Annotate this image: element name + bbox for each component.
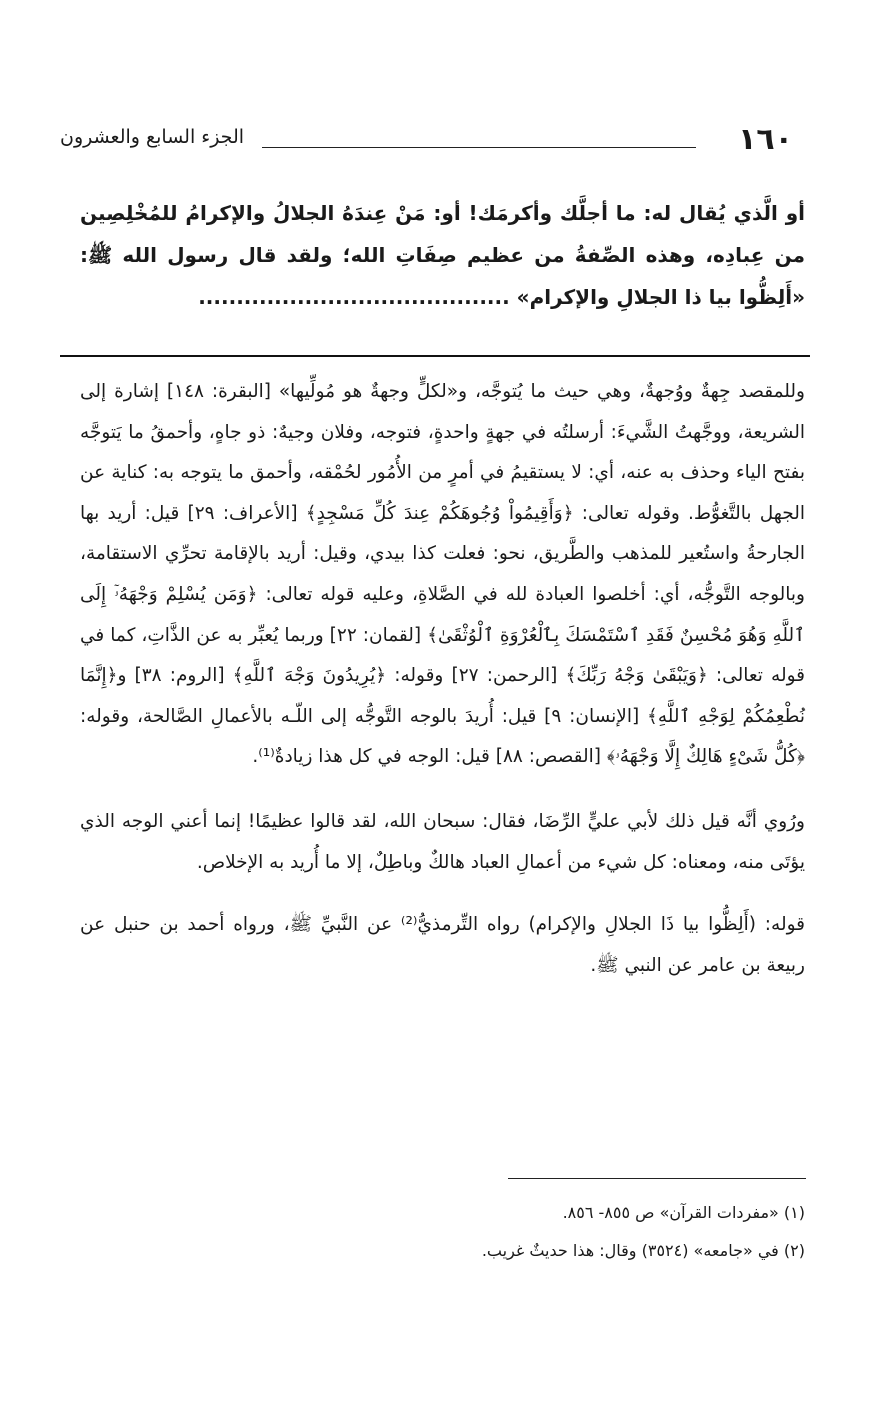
matn-paragraph: أو الَّذي يُقال له: ما أجلَّك وأكرمَك! أو: مَنْ عِندَهُ الجلالُ والإكرامُ للمُخْلِصِين من عِبادِه، وهذه الصِّفةُ من عظيم صِفَاتِ الله؛ ولقد قال رسول الله ﷺ: «أَلِظُّوا بيا ذا الجلالِ والإكرام» ......................................... xyxy=(80,201,805,309)
footnote-divider xyxy=(508,1178,806,1179)
header-rule xyxy=(262,147,696,148)
page-number: ١٦٠ xyxy=(738,122,793,157)
main-divider xyxy=(60,355,810,357)
commentary-paragraph-3: قوله: (أَلِظُّوا بيا ذَا الجلالِ والإكرام) رواه التِّرمذيُّ⁽²⁾ عن النَّبيِّ ﷺ، ورواه أحمد بن حنبل عن ربيعة بن عامر عن النبي ﷺ. xyxy=(80,914,805,976)
matn-text-block xyxy=(80,192,805,318)
commentary-paragraph-2: ورُوي أنَّه قيل ذلك لأبي عليٍّ الرِّضَا، فقال: سبحان الله، لقد قالوا عظيمًا! إنما أعني الوجه الذي يؤتَى منه، ومعناه: كل شيء من أعمالِ العباد هالكٌ وباطِلٌ، إلا ما أُريد به الإخلاص. xyxy=(80,810,805,873)
footnote-1: (١) «مفردات القرآن» ص ٨٥٥- ٨٥٦. xyxy=(562,1203,805,1222)
commentary-block xyxy=(80,372,805,986)
running-title: الجزء السابع والعشرون xyxy=(60,126,245,148)
footnotes-block xyxy=(80,1194,805,1270)
commentary-paragraph-1: وللمقصد جِهةٌ ووُجهةٌ، وهي حيث ما يُتوجَّه، و«لكلٍّ وجهةٌ هو مُولِّيها» [البقرة: ١٤٨] إشارة إلى الشريعة، ووجَّهتُ الشَّيءَ: أرسلتُه في جهةٍ واحدةٍ، فتوجه، وفلان وجيهٌ: ذو جاهٍ، وأحمقُ ما يَتوجَّه بفتح الياء وحذف به عنه، أي: لا يستقيمُ في أمرٍ من الأُمُور لحُمْقه، وأحمق ما يتوجه به: كناية عن الجهل بالتَّغوُّط. وقوله تعالى: ﴿وَأَقِيمُواْ وُجُوهَكُمْ عِندَ كُلِّ مَسْجِدٍ﴾ [الأعراف: ٢٩] قيل: أريد بها الجارحةُ واستُعير للمذهب والطَّريق، نحو: فعلت كذا بيدي، وقيل: أريد بالإقامة تحرِّي الاستقامة، وبالوجه التَّوجُّه، أي: أخلصوا العبادة لله في الصَّلاةِ، وعليه قوله تعالى: ﴿وَمَن يُسْلِمْ وَجْهَهُۥٓ إِلَى ٱللَّهِ وَهُوَ مُحْسِنٌ فَقَدِ ٱسْتَمْسَكَ بِٱلْعُرْوَةِ ٱلْوُثْقَىٰ﴾ [لقمان: ٢٢] وربما يُعبِّر به عن الذَّاتِ، كما في قوله تعالى: ﴿وَيَبْقَىٰ وَجْهُ رَبِّكَ﴾ [الرحمن: ٢٧] وقوله: ﴿يُرِيدُونَ وَجْهَ ٱللَّهِ﴾ [الروم: ٣٨] و﴿إِنَّمَا نُطْعِمُكُمْ لِوَجْهِ ٱللَّهِ﴾ [الإنسان: ٩] قيل: أُريدَ بالوجه التَّوجُّه إلى اللّـه بالأعمالِ الصَّالحة، وقوله: ﴿كُلُّ شَىْءٍ هَالِكٌ إِلَّا وَجْهَهُۥ﴾ [القصص: ٨٨] قيل: الوجه في كل هذا زيادةٌ⁽¹⁾. xyxy=(80,381,806,768)
footnote-2: (٢) في «جامعه» (٣٥٢٤) وقال: هذا حديثٌ غريب. xyxy=(481,1241,805,1260)
